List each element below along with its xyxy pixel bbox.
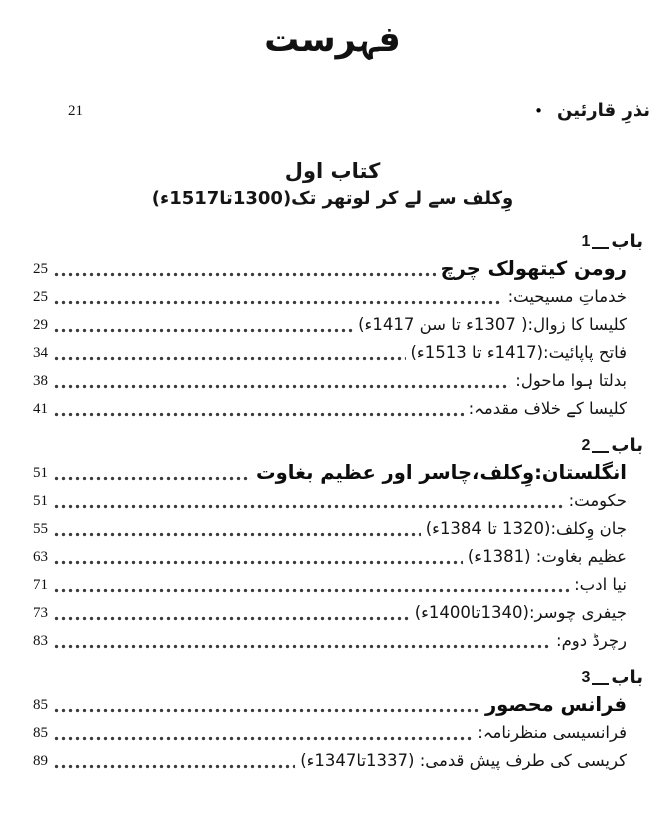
toc-page-number: 85 [33, 725, 48, 741]
book-heading [0, 157, 665, 213]
toc-row [0, 394, 665, 422]
toc-page-number: 29 [33, 317, 48, 333]
toc-row-title: انگلستان:وِکلف،چاسر اور عظیم بغاوت [256, 461, 627, 484]
dots-leader [53, 459, 251, 486]
dots-leader [53, 283, 503, 310]
book-subtitle: وِکلف سے لے کر لوتھر تک(1300تا1517ء) [151, 188, 514, 209]
dots-leader [53, 367, 510, 394]
chapter-heading-1 [0, 227, 665, 254]
bullet-icon: • [534, 102, 543, 120]
toc-page-number: 51 [33, 493, 48, 509]
toc-row [0, 598, 665, 626]
toc-page-number: 38 [33, 373, 48, 389]
toc-page-number: 73 [33, 605, 48, 621]
dots-leader [53, 255, 436, 282]
toc-row-title: بدلتا ہوا ماحول: [515, 371, 627, 390]
book-title: کتاب اول [284, 159, 381, 183]
toc-top-item-page-number: 21 [68, 103, 83, 119]
toc-row [0, 338, 665, 366]
toc-row [0, 542, 665, 570]
chapter-heading-3 [0, 663, 665, 690]
toc-row [0, 310, 665, 338]
toc-row [0, 570, 665, 598]
dots-leader [53, 627, 551, 654]
toc-page-number: 85 [33, 697, 48, 713]
toc-row [0, 366, 665, 394]
toc-row-title: فرانس محصور [484, 693, 627, 716]
page-title: فہرست [264, 20, 401, 60]
toc-row-title: کلیسا کے خلاف مقدمہ: [468, 399, 627, 418]
dots-leader [53, 747, 295, 774]
chapter-number: 2 [581, 437, 591, 454]
dots-leader [53, 311, 353, 338]
dots-leader [53, 339, 406, 366]
dots-leader [53, 599, 410, 626]
dots-leader [53, 515, 421, 542]
chapter-number: 3 [581, 669, 591, 686]
toc-row-title: جان وِکلف:(1320 تا 1384ء) [425, 519, 627, 538]
chapter-heading-2 [0, 431, 665, 458]
toc-row-title: عظیم بغاوت: (1381ء) [467, 547, 627, 566]
toc-page-number: 25 [33, 289, 48, 305]
toc-row-title: رومن کیتھولک چرچ [440, 257, 627, 280]
toc-row-title: رچرڈ دوم: [556, 631, 627, 650]
toc-row [0, 486, 665, 514]
dots-leader [53, 719, 472, 746]
toc-row-chapter-1 [0, 254, 665, 282]
dots-leader [53, 395, 464, 422]
toc-row-chapter-3 [0, 690, 665, 718]
toc-page-number: 63 [33, 549, 48, 565]
toc-top-item-label: نذرِ قارئین [557, 100, 650, 121]
toc-row [0, 282, 665, 310]
toc-row-title: فرانسیسی منظرنامہ: [477, 723, 627, 742]
chapter-word: باب [611, 435, 643, 456]
dots-leader [53, 571, 569, 598]
toc-page-number: 83 [33, 633, 48, 649]
chapter-underscore-line [592, 446, 609, 453]
chapter-underscore-line [592, 242, 609, 249]
chapter-underscore-line [592, 678, 609, 685]
toc-page-number: 89 [33, 753, 48, 769]
toc-page-number: 71 [33, 577, 48, 593]
toc-page-number: 41 [33, 401, 48, 417]
toc-row [0, 718, 665, 746]
toc-top-item-group [534, 98, 650, 124]
toc-row-title: فاتح پاپائیت:(1417ء تا 1513ء) [410, 343, 627, 362]
toc-row-title: نیا ادب: [574, 575, 627, 594]
chapter-word: باب [611, 667, 643, 688]
toc-row-chapter-2 [0, 458, 665, 486]
toc-row-title: جیفری چوسر:(1340تا1400ء) [414, 603, 627, 622]
chapter-word: باب [611, 231, 643, 252]
toc-page-number: 51 [33, 465, 48, 481]
toc-top-item [0, 96, 665, 124]
toc-row [0, 746, 665, 774]
toc-row [0, 626, 665, 654]
table-of-contents [0, 227, 665, 774]
toc-row-title: خدماتِ مسیحیت: [507, 287, 627, 306]
toc-row-title: کریسی کی طرف پیش قدمی: (1337تا1347ء) [300, 751, 627, 770]
toc-row-title: کلیسا کا زوال:( 1307ء تا سن 1417ء) [358, 315, 627, 334]
toc-row-title: حکومت: [568, 491, 627, 510]
dots-leader [53, 691, 480, 718]
chapter-number: 1 [581, 233, 591, 250]
dots-leader [53, 487, 564, 514]
toc-page-number: 55 [33, 521, 48, 537]
toc-page-number: 25 [33, 261, 48, 277]
toc-page-number: 34 [33, 345, 48, 361]
toc-row [0, 514, 665, 542]
dots-leader [53, 543, 463, 570]
